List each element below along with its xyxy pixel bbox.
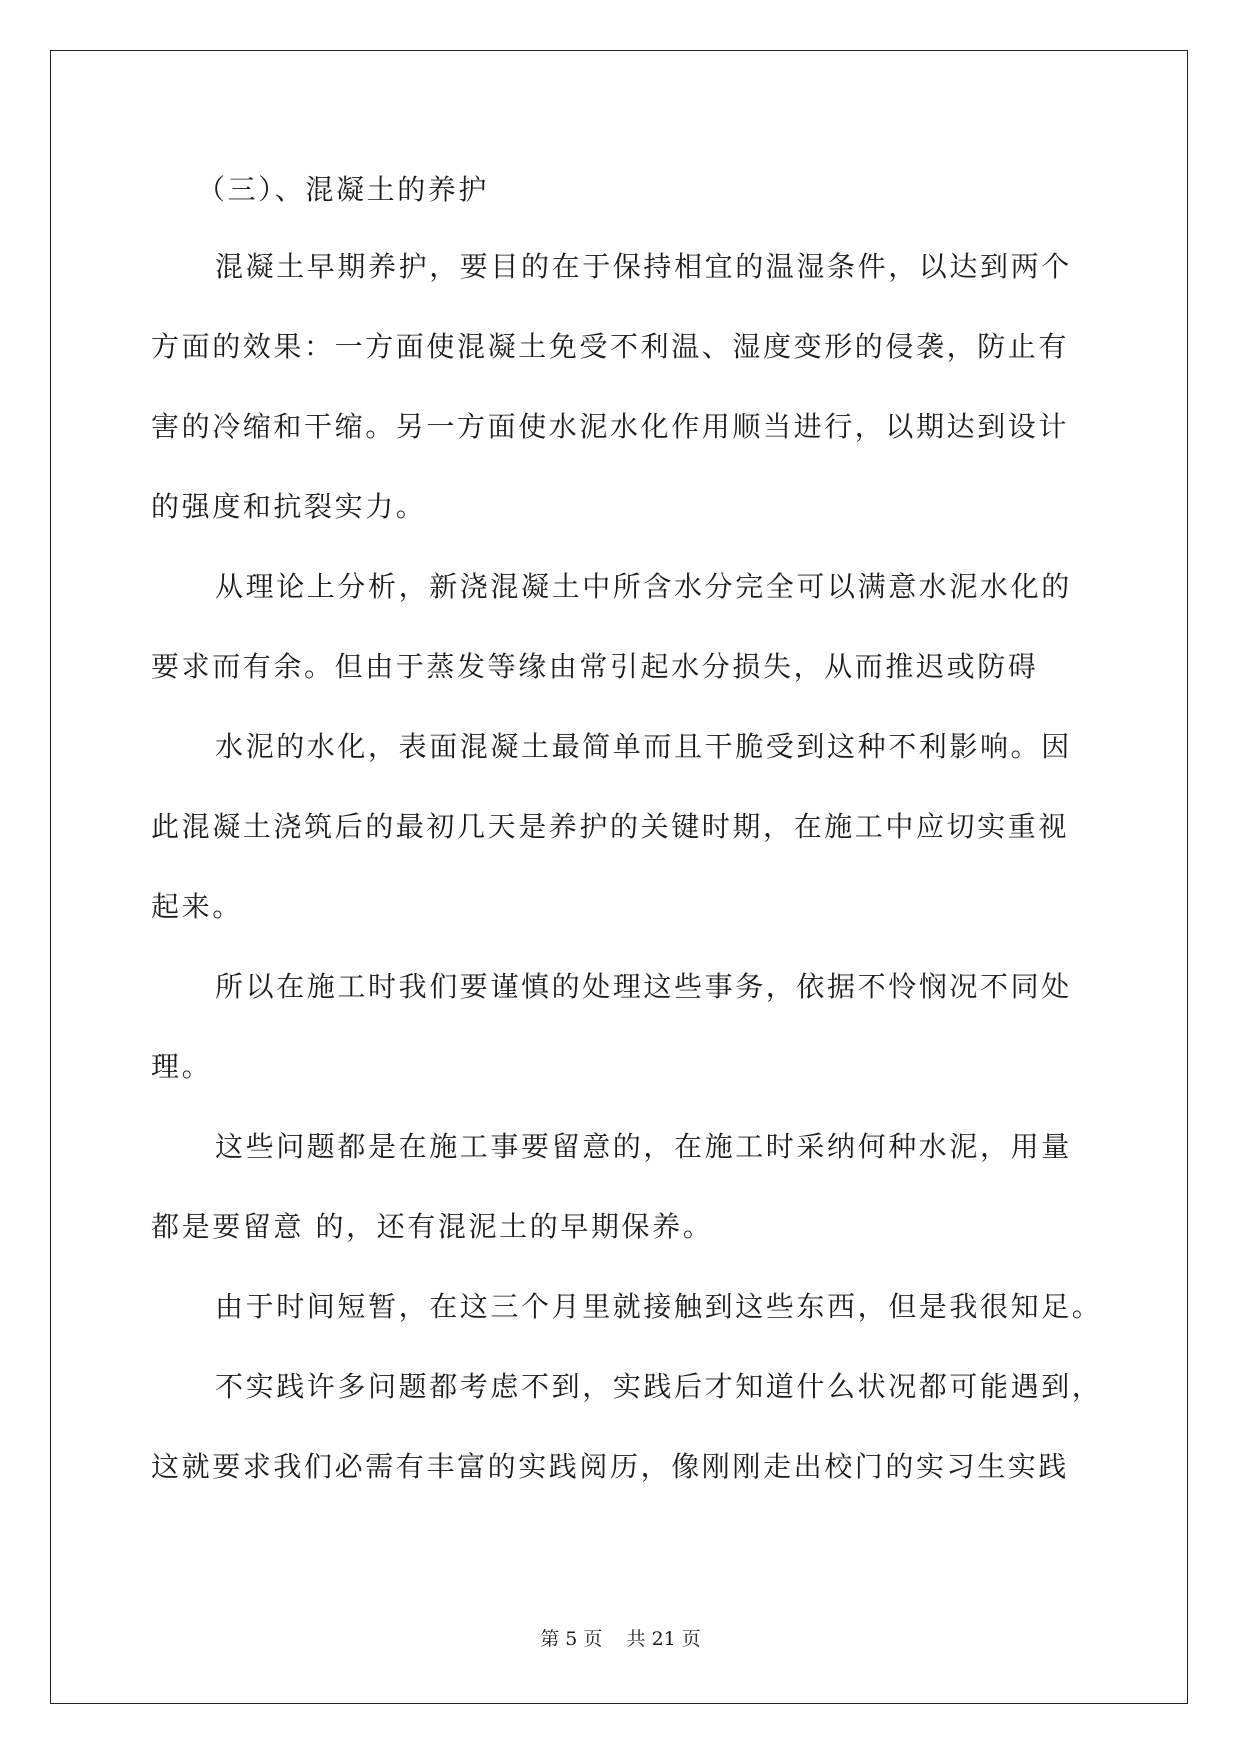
paragraph-line: 所以在施工时我们要谨慎的处理这些事务，依据不怜悯况不同处 <box>215 970 1072 1003</box>
paragraph-line: 这就要求我们必需有丰富的实践阅历，像刚刚走出校门的实习生实践 <box>151 1450 1070 1483</box>
paragraph-line: 不实践许多问题都考虑不到，实践后才知道什么状况都可能遇到， <box>215 1370 1103 1403</box>
paragraph-line: 害的冷缩和干缩。另一方面使水泥水化作用顺当进行，以期达到设计 <box>151 410 1070 443</box>
paragraph-line: 要求而有余。但由于蒸发等缘由常引起水分损失，从而推迟或防碍 <box>151 650 1039 683</box>
paragraph-line: 由于时间短暂，在这三个月里就接触到这些东西，但是我很知足。 <box>215 1290 1103 1323</box>
paragraph-line: 起来。 <box>151 890 243 923</box>
paragraph-line: 方面的效果：一方面使混凝土免受不利温、湿度变形的侵袭，防止有 <box>151 330 1070 363</box>
page-number-footer: 第 5 页 共 21 页 <box>540 1628 701 1650</box>
paragraph-line: 这些问题都是在施工事要留意的，在施工时采纳何种水泥，用量 <box>215 1130 1072 1163</box>
paragraph-line: 水泥的水化，表面混凝土最简单而且干脆受到这种不利影响。因 <box>215 730 1072 763</box>
paragraph-line: 理。 <box>151 1050 213 1083</box>
paragraph-line: 从理论上分析，新浇混凝土中所含水分完全可以满意水泥水化的 <box>215 570 1072 603</box>
paragraph-line: 此混凝土浇筑后的最初几天是养护的关键时期，在施工中应切实重视 <box>151 810 1070 843</box>
paragraph-line: 都是要留意 的，还有混泥土的早期保养。 <box>151 1210 714 1243</box>
section-heading: （三）、混凝土的养护 <box>197 173 490 206</box>
paragraph-line: 的强度和抗裂实力。 <box>151 490 427 523</box>
paragraph-line: 混凝土早期养护，要目的在于保持相宜的温湿条件，以达到两个 <box>215 250 1072 283</box>
